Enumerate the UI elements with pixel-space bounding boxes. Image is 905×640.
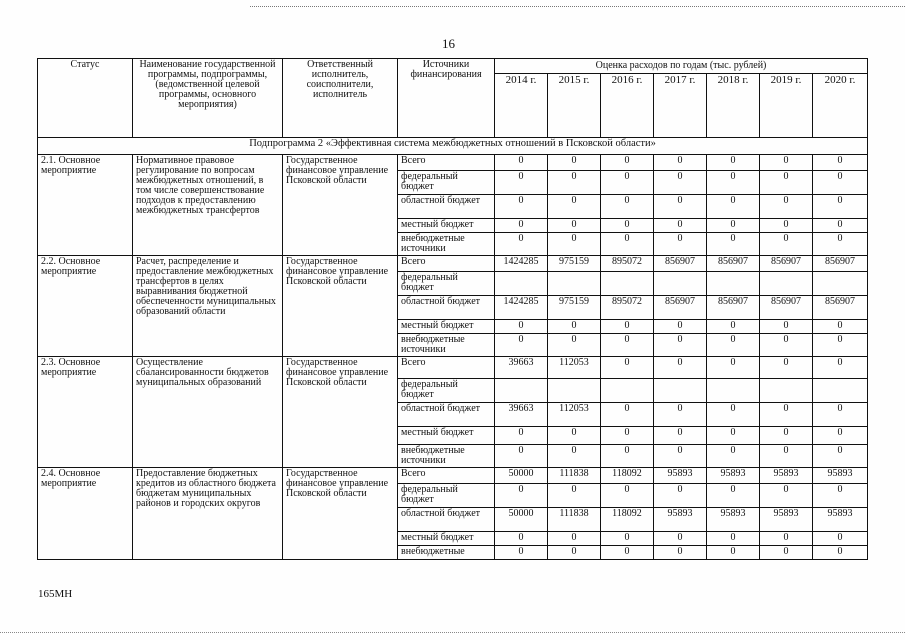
funding-source: областной бюджет: [398, 296, 495, 320]
amount-cell: 0: [707, 484, 760, 508]
amount-cell: 0: [760, 171, 813, 195]
amount-cell: 895072: [601, 256, 654, 272]
amount-cell: 0: [654, 171, 707, 195]
amount-cell: 0: [601, 195, 654, 219]
amount-cell: 50000: [495, 468, 548, 484]
amount-cell: 0: [654, 532, 707, 546]
amount-cell: 111838: [548, 468, 601, 484]
amount-cell: 0: [813, 219, 868, 233]
amount-cell: 0: [813, 427, 868, 445]
funding-source: внебюджетные источники: [398, 445, 495, 468]
funding-source: местный бюджет: [398, 427, 495, 445]
amount-cell: 0: [760, 320, 813, 334]
amount-cell: 0: [601, 334, 654, 357]
amount-cell: [548, 379, 601, 403]
amount-cell: 0: [495, 219, 548, 233]
amount-cell: 0: [548, 532, 601, 546]
amount-cell: 0: [707, 532, 760, 546]
amount-cell: 95893: [760, 468, 813, 484]
amount-cell: 0: [813, 233, 868, 256]
amount-cell: [707, 272, 760, 296]
amount-cell: 0: [495, 320, 548, 334]
year-header: 2016 г.: [601, 74, 654, 138]
amount-cell: 0: [601, 484, 654, 508]
amount-cell: 0: [548, 195, 601, 219]
amount-cell: 0: [707, 320, 760, 334]
amount-cell: 0: [707, 171, 760, 195]
amount-cell: 0: [495, 155, 548, 171]
amount-cell: [813, 379, 868, 403]
measure-name: Осуществление сбалансированности бюджетов муниципальных образований: [133, 357, 283, 468]
amount-cell: 0: [601, 357, 654, 379]
amount-cell: 0: [760, 357, 813, 379]
amount-cell: 0: [813, 334, 868, 357]
amount-cell: 0: [813, 195, 868, 219]
amount-cell: 1424285: [495, 296, 548, 320]
amount-cell: 0: [760, 445, 813, 468]
header-row: [38, 59, 868, 74]
amount-cell: 0: [495, 484, 548, 508]
amount-cell: 112053: [548, 403, 601, 427]
funding-source: федеральный бюджет: [398, 379, 495, 403]
header-status: Статус: [38, 59, 133, 138]
amount-cell: [548, 272, 601, 296]
funding-source: федеральный бюджет: [398, 272, 495, 296]
amount-cell: 1424285: [495, 256, 548, 272]
amount-cell: 95893: [813, 468, 868, 484]
amount-cell: 95893: [707, 468, 760, 484]
amount-cell: 0: [813, 445, 868, 468]
amount-cell: [707, 379, 760, 403]
amount-cell: 0: [760, 427, 813, 445]
amount-cell: 0: [495, 195, 548, 219]
amount-cell: 0: [495, 233, 548, 256]
funding-source: федеральный бюджет: [398, 171, 495, 195]
amount-cell: 0: [548, 171, 601, 195]
amount-cell: 0: [548, 484, 601, 508]
measure-responsible: Государственное финансовое управление Псковской области: [283, 256, 398, 357]
amount-cell: 0: [548, 445, 601, 468]
amount-cell: 856907: [813, 256, 868, 272]
amount-cell: [654, 272, 707, 296]
amount-cell: 0: [813, 155, 868, 171]
table-row: [38, 155, 868, 171]
amount-cell: 0: [654, 320, 707, 334]
amount-cell: 0: [601, 445, 654, 468]
funding-source: Всего: [398, 468, 495, 484]
amount-cell: [760, 379, 813, 403]
amount-cell: [495, 379, 548, 403]
funding-source: местный бюджет: [398, 320, 495, 334]
amount-cell: 0: [495, 546, 548, 560]
amount-cell: 0: [760, 233, 813, 256]
amount-cell: 0: [654, 233, 707, 256]
amount-cell: 0: [813, 171, 868, 195]
funding-source: областной бюджет: [398, 508, 495, 532]
amount-cell: 0: [760, 155, 813, 171]
amount-cell: 0: [601, 532, 654, 546]
measure-status: 2.4. Основное мероприятие: [38, 468, 133, 560]
measure-name: Предоставление бюджетных кредитов из областного бюджета бюджетам муниципальных районов и городских округов: [133, 468, 283, 560]
header-name: Наименование государственной программы, подпрограммы, (ведомственной целевой программы, основного мероприятия): [133, 59, 283, 138]
amount-cell: 975159: [548, 256, 601, 272]
year-header: 2014 г.: [495, 74, 548, 138]
amount-cell: 0: [707, 334, 760, 357]
year-header: 2019 г.: [760, 74, 813, 138]
amount-cell: 0: [548, 334, 601, 357]
amount-cell: 0: [601, 403, 654, 427]
amount-cell: 0: [707, 427, 760, 445]
amount-cell: 95893: [654, 468, 707, 484]
amount-cell: 975159: [548, 296, 601, 320]
amount-cell: 39663: [495, 357, 548, 379]
year-header: 2018 г.: [707, 74, 760, 138]
amount-cell: 856907: [760, 296, 813, 320]
header-sources: Источники финансирования: [398, 59, 495, 138]
amount-cell: 95893: [707, 508, 760, 532]
header-responsible: Ответственный исполнитель, соисполнители, исполнитель: [283, 59, 398, 138]
amount-cell: 0: [760, 219, 813, 233]
amount-cell: 0: [813, 546, 868, 560]
amount-cell: [813, 272, 868, 296]
amount-cell: 0: [548, 546, 601, 560]
amount-cell: 0: [548, 233, 601, 256]
amount-cell: 0: [760, 195, 813, 219]
amount-cell: [654, 379, 707, 403]
amount-cell: 856907: [813, 296, 868, 320]
amount-cell: 112053: [548, 357, 601, 379]
page-number: 16: [442, 36, 455, 51]
scan-top-edge: [250, 6, 905, 7]
amount-cell: 0: [813, 403, 868, 427]
funding-source: внебюджетные источники: [398, 334, 495, 357]
funding-source: Всего: [398, 155, 495, 171]
amount-cell: 118092: [601, 508, 654, 532]
amount-cell: 95893: [654, 508, 707, 532]
amount-cell: 0: [601, 546, 654, 560]
expenditure-table: [37, 58, 868, 560]
amount-cell: 0: [813, 484, 868, 508]
table-row: [38, 357, 868, 379]
amount-cell: 0: [654, 484, 707, 508]
year-header: 2017 г.: [654, 74, 707, 138]
funding-source: местный бюджет: [398, 219, 495, 233]
amount-cell: [601, 272, 654, 296]
amount-cell: 39663: [495, 403, 548, 427]
amount-cell: 0: [707, 155, 760, 171]
amount-cell: 0: [601, 233, 654, 256]
amount-cell: 0: [707, 219, 760, 233]
amount-cell: 0: [813, 532, 868, 546]
measure-responsible: Государственное финансовое управление Псковской области: [283, 357, 398, 468]
measure-responsible: Государственное финансовое управление Псковской области: [283, 468, 398, 560]
amount-cell: 0: [707, 233, 760, 256]
amount-cell: 856907: [654, 296, 707, 320]
scan-bottom-edge: [0, 632, 905, 633]
amount-cell: 0: [548, 320, 601, 334]
amount-cell: 0: [548, 427, 601, 445]
amount-cell: 0: [707, 357, 760, 379]
table-row: [38, 468, 868, 484]
amount-cell: 0: [601, 320, 654, 334]
funding-source: Всего: [398, 357, 495, 379]
funding-source: внебюджетные источники: [398, 233, 495, 256]
amount-cell: 0: [495, 427, 548, 445]
amount-cell: [495, 272, 548, 296]
amount-cell: 0: [760, 546, 813, 560]
amount-cell: 856907: [707, 296, 760, 320]
amount-cell: 0: [654, 357, 707, 379]
amount-cell: 0: [495, 171, 548, 195]
amount-cell: 0: [760, 532, 813, 546]
year-header: 2020 г.: [813, 74, 868, 138]
amount-cell: [760, 272, 813, 296]
amount-cell: 856907: [760, 256, 813, 272]
amount-cell: 0: [654, 195, 707, 219]
measure-status: 2.2. Основное мероприятие: [38, 256, 133, 357]
amount-cell: 0: [654, 546, 707, 560]
amount-cell: 0: [654, 334, 707, 357]
amount-cell: 95893: [813, 508, 868, 532]
measure-responsible: Государственное финансовое управление Псковской области: [283, 155, 398, 256]
amount-cell: 0: [760, 484, 813, 508]
table-row: [38, 256, 868, 272]
amount-cell: 0: [601, 155, 654, 171]
amount-cell: 856907: [707, 256, 760, 272]
amount-cell: 0: [548, 155, 601, 171]
amount-cell: 0: [654, 445, 707, 468]
amount-cell: [601, 379, 654, 403]
funding-source: областной бюджет: [398, 195, 495, 219]
amount-cell: 0: [654, 155, 707, 171]
amount-cell: 0: [654, 403, 707, 427]
footer-code: 165МН: [38, 588, 73, 600]
amount-cell: 95893: [760, 508, 813, 532]
measure-status: 2.1. Основное мероприятие: [38, 155, 133, 256]
amount-cell: 856907: [654, 256, 707, 272]
funding-source: местный бюджет: [398, 532, 495, 546]
amount-cell: 0: [654, 427, 707, 445]
amount-cell: 895072: [601, 296, 654, 320]
measure-name: Нормативное правовое регулирование по вопросам межбюджетных отношений, в том числе совершенствование подходов к предоставлению межбюджетных трансфертов: [133, 155, 283, 256]
amount-cell: 0: [495, 445, 548, 468]
amount-cell: 111838: [548, 508, 601, 532]
amount-cell: 0: [601, 219, 654, 233]
amount-cell: 0: [707, 403, 760, 427]
subprogram-row: [38, 138, 868, 155]
funding-source: Всего: [398, 256, 495, 272]
amount-cell: 0: [813, 357, 868, 379]
measure-status: 2.3. Основное мероприятие: [38, 357, 133, 468]
amount-cell: 0: [601, 427, 654, 445]
amount-cell: 0: [654, 219, 707, 233]
amount-cell: 0: [495, 334, 548, 357]
funding-source: федеральный бюджет: [398, 484, 495, 508]
amount-cell: 50000: [495, 508, 548, 532]
amount-cell: 0: [707, 445, 760, 468]
measure-name: Расчет, распределение и предоставление межбюджетных трансфертов в целях выравнивания бюджетной обеспеченности муниципальных образований области: [133, 256, 283, 357]
amount-cell: 0: [760, 403, 813, 427]
amount-cell: 0: [601, 171, 654, 195]
amount-cell: 0: [707, 546, 760, 560]
header-estimate: Оценка расходов по годам (тыс. рублей): [495, 59, 868, 74]
funding-source: внебюджетные: [398, 546, 495, 560]
amount-cell: 0: [707, 195, 760, 219]
amount-cell: 118092: [601, 468, 654, 484]
funding-source: областной бюджет: [398, 403, 495, 427]
amount-cell: 0: [760, 334, 813, 357]
subprogram-title: Подпрограмма 2 «Эффективная система межбюджетных отношений в Псковской области»: [38, 138, 868, 155]
year-header: 2015 г.: [548, 74, 601, 138]
amount-cell: 0: [813, 320, 868, 334]
amount-cell: 0: [495, 532, 548, 546]
amount-cell: 0: [548, 219, 601, 233]
